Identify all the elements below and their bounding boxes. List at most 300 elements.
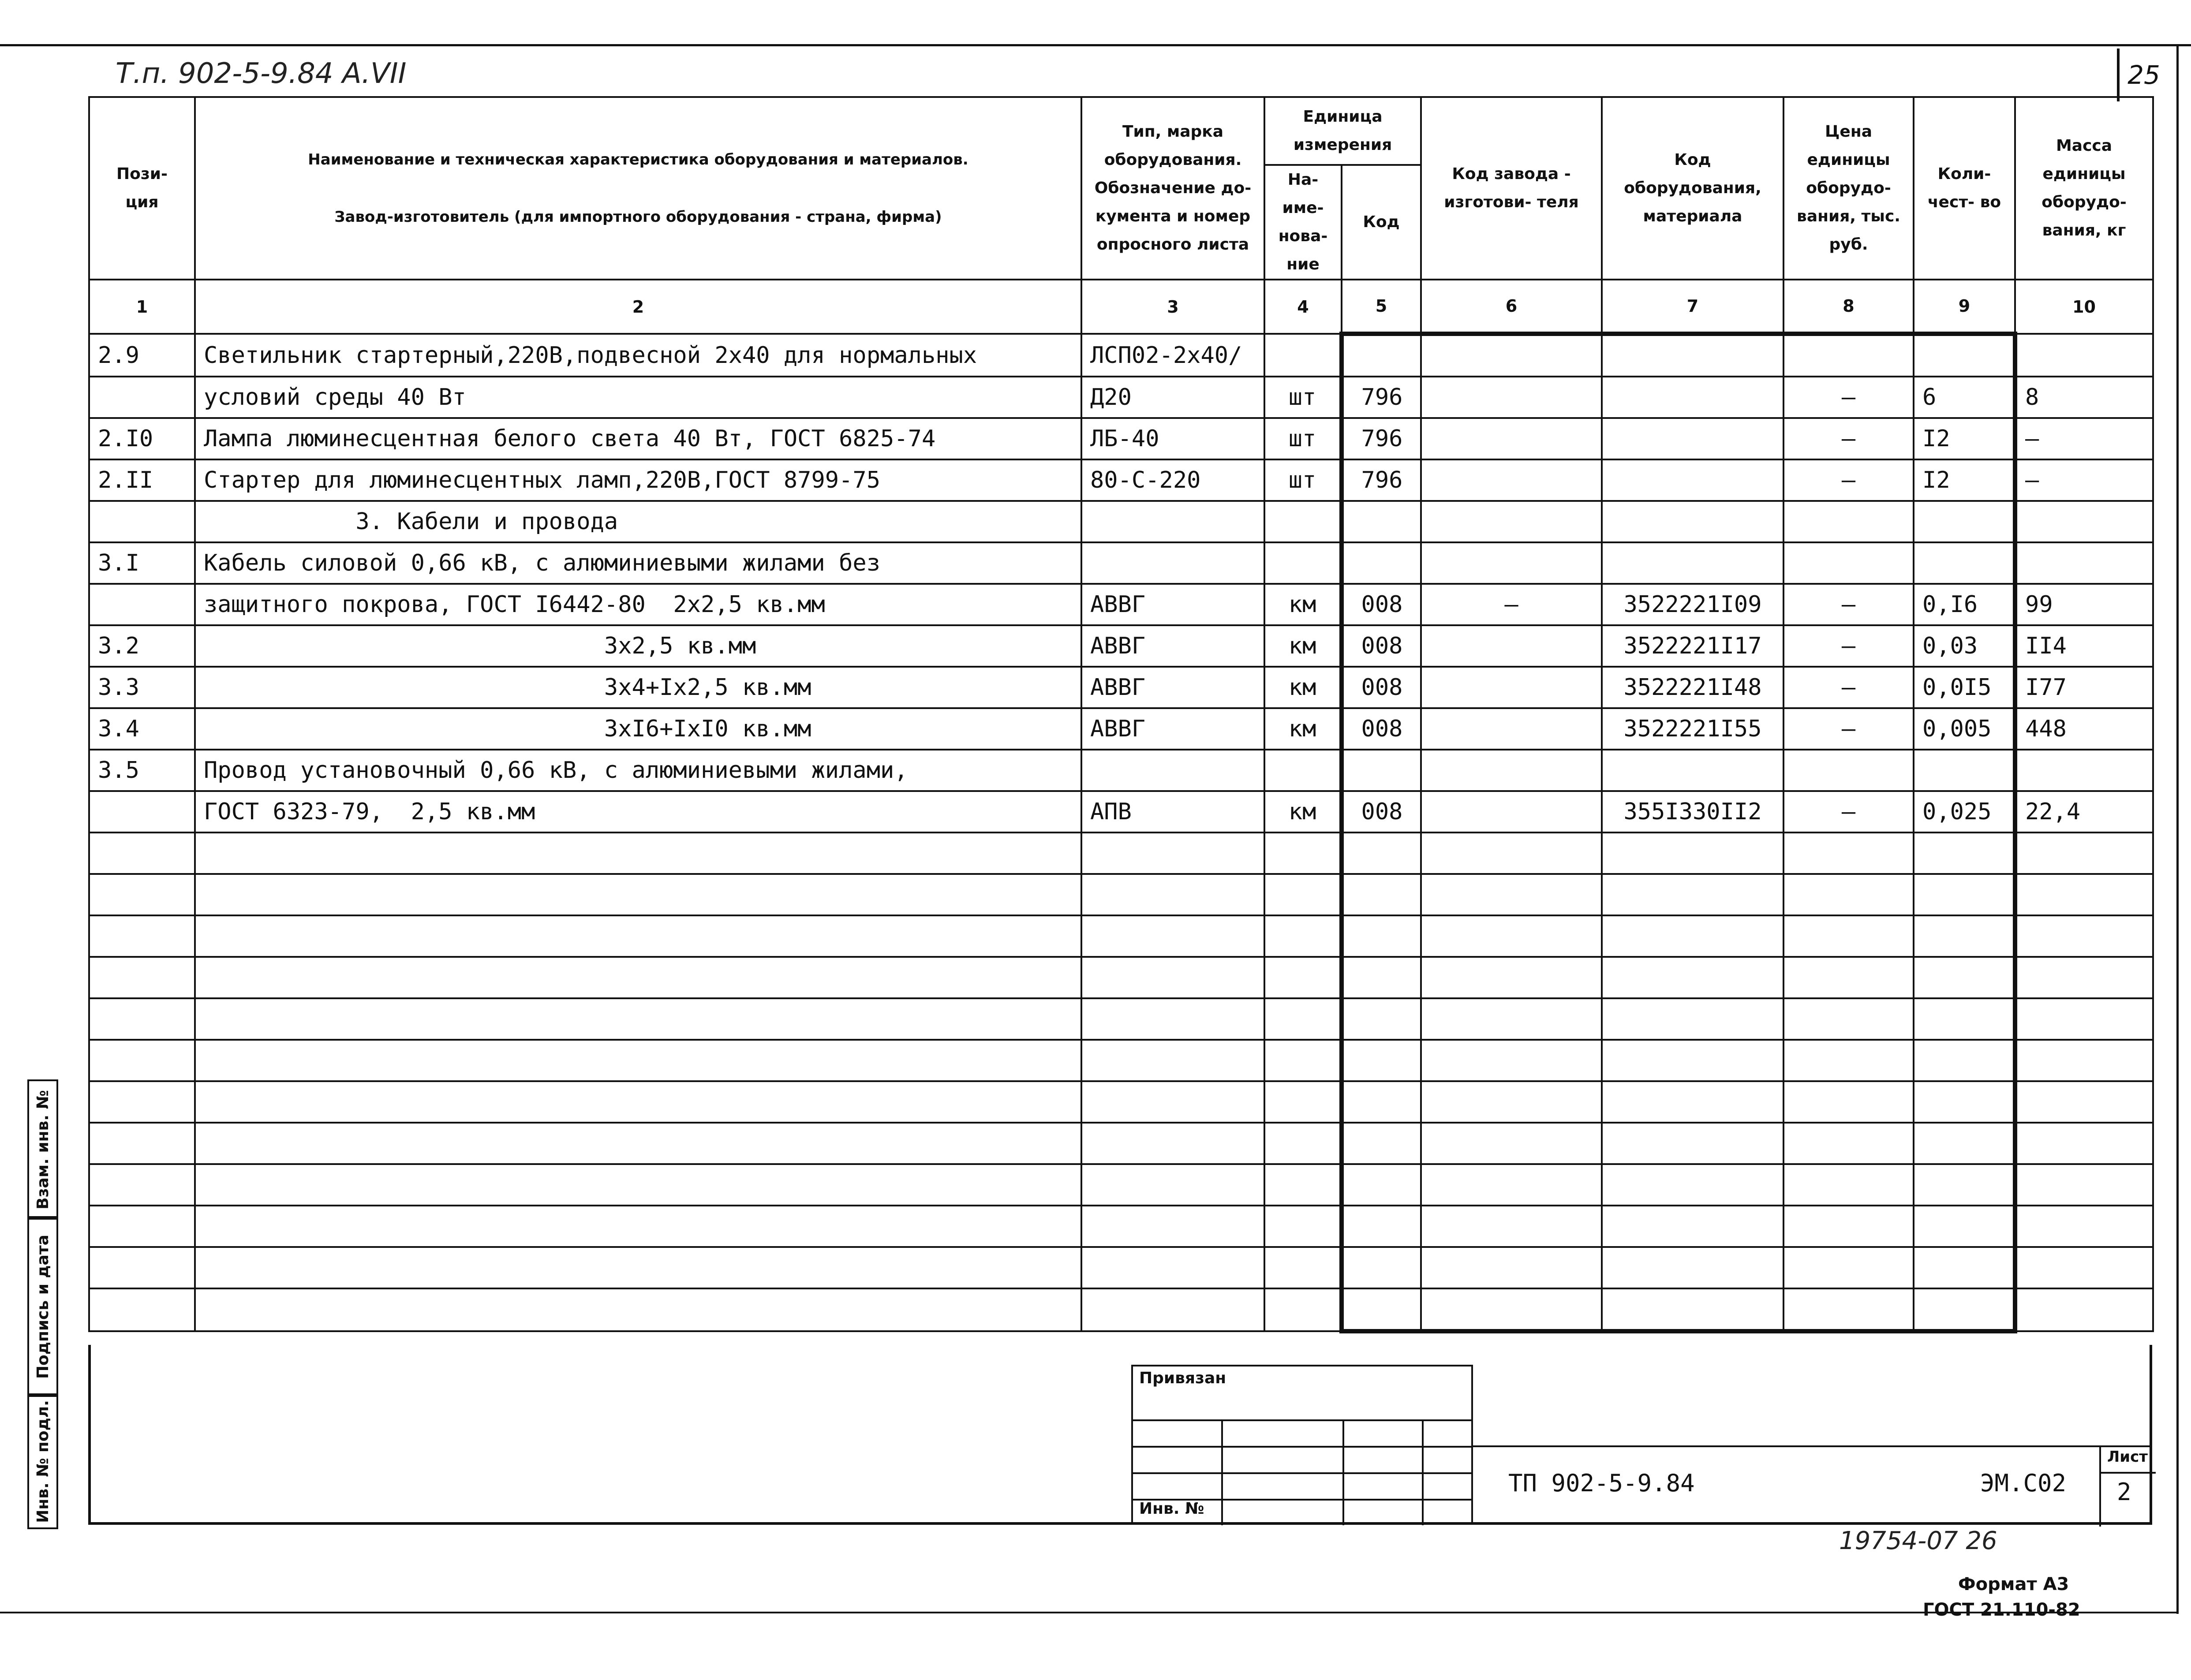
list-number: 2 [2117, 1478, 2131, 1506]
col-number: 4 [1264, 280, 1342, 334]
col-header-qty-text: Коли- чест- во [1927, 165, 2001, 211]
cell-equip-code [1602, 915, 1783, 957]
cell-unit [1264, 750, 1342, 791]
cell-mass: 8 [2015, 377, 2153, 418]
doc-code-block [1471, 1445, 2152, 1525]
cell-mass: – [2015, 418, 2153, 459]
empty-table-row [89, 957, 2153, 998]
sheet-number: 25 [2117, 49, 2168, 101]
col-header-unit-group-text: Единица измерения [1293, 108, 1392, 154]
table-row [89, 459, 2153, 501]
cell-unit-code [1342, 334, 1421, 377]
cell-price: – [1783, 791, 1914, 833]
cell-unit-code [1342, 833, 1421, 874]
cell-name: 3х2,5 кв.мм [195, 625, 1081, 667]
cell-unit [1264, 1164, 1342, 1206]
cell-equip-code [1602, 1247, 1783, 1288]
cell-qty [1914, 1040, 2015, 1081]
cell-plant-code: – [1421, 584, 1602, 625]
cell-unit: км [1264, 584, 1342, 625]
cell-position [89, 1040, 195, 1081]
cell-price [1783, 957, 1914, 998]
empty-table-row [89, 915, 2153, 957]
cell-mass [2015, 1123, 2153, 1164]
col-header-unit-code-text: Код [1363, 213, 1400, 231]
cell-type: ЛБ-40 [1081, 418, 1264, 459]
cell-unit-code [1342, 998, 1421, 1040]
cell-qty [1914, 542, 2015, 584]
cell-price [1783, 1288, 1914, 1331]
cell-mass [2015, 833, 2153, 874]
table-row [89, 708, 2153, 750]
cell-price: – [1783, 377, 1914, 418]
cell-unit-code [1342, 957, 1421, 998]
cell-type [1081, 998, 1264, 1040]
cell-unit [1264, 501, 1342, 542]
cell-equip-code [1602, 501, 1783, 542]
col-number: 5 [1342, 280, 1421, 334]
top-frame-line [0, 44, 2191, 46]
col-header-equip-code-text: Код оборудования, материала [1624, 151, 1761, 225]
cell-qty: 0,0I5 [1914, 667, 2015, 708]
cell-unit [1264, 998, 1342, 1040]
cell-mass [2015, 874, 2153, 915]
cell-plant-code [1421, 667, 1602, 708]
cell-equip-code [1602, 1288, 1783, 1331]
empty-table-row [89, 874, 2153, 915]
cell-type [1081, 1206, 1264, 1247]
cell-plant-code [1421, 459, 1602, 501]
cell-unit-code: 796 [1342, 418, 1421, 459]
right-frame-line [2176, 44, 2179, 1614]
cell-type: ЛСП02-2х40/ [1081, 334, 1264, 377]
cell-qty: 0,025 [1914, 791, 2015, 833]
cell-position [89, 584, 195, 625]
col-number: 9 [1914, 280, 2015, 334]
cell-unit: шт [1264, 377, 1342, 418]
cell-price [1783, 1123, 1914, 1164]
col-number: 1 [89, 280, 195, 334]
grid-line [1342, 1419, 1344, 1525]
cell-unit: шт [1264, 459, 1342, 501]
cell-unit-code [1342, 1040, 1421, 1081]
grid-line [2101, 1472, 2156, 1474]
cell-type [1081, 542, 1264, 584]
cell-name [195, 1164, 1081, 1206]
empty-table-row [89, 1206, 2153, 1247]
cell-price [1783, 1164, 1914, 1206]
cell-unit-code: 008 [1342, 584, 1421, 625]
cell-position: 2.I0 [89, 418, 195, 459]
cell-qty [1914, 750, 2015, 791]
cell-type: АВВГ [1081, 625, 1264, 667]
cell-plant-code [1421, 418, 1602, 459]
cell-unit [1264, 542, 1342, 584]
cell-qty [1914, 915, 2015, 957]
cell-position [89, 874, 195, 915]
cell-price [1783, 874, 1914, 915]
cell-position: 3.3 [89, 667, 195, 708]
cell-type: АВВГ [1081, 667, 1264, 708]
col-header-plant-code [1421, 97, 1602, 280]
cell-qty: 6 [1914, 377, 2015, 418]
cell-mass [2015, 1206, 2153, 1247]
list-label: Лист [2107, 1448, 2148, 1466]
col-number: 3 [1081, 280, 1264, 334]
doc-reference-handwritten: Т.п. 902-5-9.84 А.VII [116, 57, 407, 90]
cell-type [1081, 915, 1264, 957]
cell-unit-code [1342, 1206, 1421, 1247]
cell-position: 3.I [89, 542, 195, 584]
sheet-left-border-lower [88, 1345, 91, 1525]
cell-position: 3.5 [89, 750, 195, 791]
table-row [89, 584, 2153, 625]
cell-name: Лампа люминесцентная белого света 40 Вт, ГОСТ 6825-74 [195, 418, 1081, 459]
col-number: 8 [1783, 280, 1914, 334]
cell-plant-code [1421, 1288, 1602, 1331]
cell-unit-code: 796 [1342, 377, 1421, 418]
cell-qty [1914, 334, 2015, 377]
cell-qty [1914, 998, 2015, 1040]
cell-unit: км [1264, 625, 1342, 667]
privyazan-label: Привязан [1139, 1369, 1226, 1387]
cell-qty: I2 [1914, 459, 2015, 501]
cell-qty: 0,I6 [1914, 584, 2015, 625]
cell-unit: км [1264, 791, 1342, 833]
col-header-unit-name-text: На- име- нова- ние [1278, 171, 1328, 273]
cell-price: – [1783, 584, 1914, 625]
cell-equip-code [1602, 459, 1783, 501]
cell-price [1783, 915, 1914, 957]
cell-plant-code [1421, 1040, 1602, 1081]
cell-plant-code [1421, 874, 1602, 915]
cell-position [89, 833, 195, 874]
cell-price [1783, 542, 1914, 584]
cell-equip-code: 355I330II2 [1602, 791, 1783, 833]
cell-price [1783, 334, 1914, 377]
cell-type [1081, 1288, 1264, 1331]
table-row [89, 334, 2153, 377]
cell-unit [1264, 1123, 1342, 1164]
cell-unit [1264, 1247, 1342, 1288]
cell-mass [2015, 542, 2153, 584]
doc-mark: ЭМ.С02 [1980, 1469, 2067, 1497]
cell-name [195, 957, 1081, 998]
cell-type [1081, 1123, 1264, 1164]
cell-mass: 22,4 [2015, 791, 2153, 833]
cell-mass [2015, 957, 2153, 998]
cell-qty [1914, 1206, 2015, 1247]
cell-qty [1914, 833, 2015, 874]
cell-unit-code: 008 [1342, 667, 1421, 708]
format-label: Формат А3 [1958, 1574, 2069, 1594]
cell-position [89, 957, 195, 998]
cell-name [195, 915, 1081, 957]
cell-name: 3хI6+IхI0 кв.мм [195, 708, 1081, 750]
cell-type: 80-С-220 [1081, 459, 1264, 501]
col-header-mass [2015, 97, 2153, 280]
cell-unit [1264, 1288, 1342, 1331]
cell-unit-code [1342, 915, 1421, 957]
cell-name [195, 1123, 1081, 1164]
cell-position [89, 501, 195, 542]
cell-mass: 448 [2015, 708, 2153, 750]
table-row [89, 750, 2153, 791]
list-cell [2099, 1447, 2154, 1527]
cell-unit-code: 008 [1342, 708, 1421, 750]
col-header-qty [1914, 97, 2015, 280]
cell-qty [1914, 1247, 2015, 1288]
grid-line [1422, 1419, 1424, 1525]
cell-plant-code [1421, 377, 1602, 418]
cell-price [1783, 1040, 1914, 1081]
stamp-podpis-data-text: Подпись и дата [34, 1234, 52, 1379]
cell-mass [2015, 1081, 2153, 1123]
cell-name [195, 1040, 1081, 1081]
cell-position: 3.2 [89, 625, 195, 667]
table-row [89, 667, 2153, 708]
cell-position: 3.4 [89, 708, 195, 750]
cell-equip-code: 3522221I09 [1602, 584, 1783, 625]
col-header-price-text: Цена единицы оборудо- вания, тыс. руб. [1797, 123, 1900, 254]
cell-price: – [1783, 708, 1914, 750]
cell-unit: км [1264, 708, 1342, 750]
cell-name [195, 1206, 1081, 1247]
col-number: 10 [2015, 280, 2153, 334]
cell-price [1783, 833, 1914, 874]
column-numbers-row [89, 280, 2153, 334]
col-header-mass-text: Масса единицы оборудо- вания, кг [2041, 137, 2127, 239]
table-row [89, 377, 2153, 418]
cell-plant-code [1421, 915, 1602, 957]
cell-type [1081, 833, 1264, 874]
cell-name: ГОСТ 6323-79, 2,5 кв.мм [195, 791, 1081, 833]
col-header-unit-code [1342, 165, 1421, 280]
cell-unit [1264, 957, 1342, 998]
cell-position: 2.II [89, 459, 195, 501]
cell-plant-code [1421, 625, 1602, 667]
cell-name [195, 998, 1081, 1040]
col-header-equip-code [1602, 97, 1783, 280]
table-row [89, 542, 2153, 584]
cell-equip-code: 3522221I55 [1602, 708, 1783, 750]
specification-table [88, 96, 2154, 1333]
col-header-name-text: Наименование и техническая характеристика оборудования и материалов. Завод-изготовитель (для импортного оборудования - страна, фирма) [308, 151, 968, 226]
cell-unit [1264, 1081, 1342, 1123]
cell-unit-code [1342, 750, 1421, 791]
cell-price: – [1783, 667, 1914, 708]
empty-table-row [89, 1164, 2153, 1206]
cell-price: – [1783, 459, 1914, 501]
cell-unit [1264, 334, 1342, 377]
cell-unit-code [1342, 1164, 1421, 1206]
cell-equip-code [1602, 1040, 1783, 1081]
cell-unit-code [1342, 1081, 1421, 1123]
stamp-podpis-data [27, 1216, 58, 1397]
empty-table-row [89, 998, 2153, 1040]
empty-table-row [89, 1081, 2153, 1123]
empty-table-row [89, 1247, 2153, 1288]
cell-mass: I77 [2015, 667, 2153, 708]
cell-name: Светильник стартерный,220В,подвесной 2х40 для нормальных [195, 334, 1081, 377]
stamp-vzam-inv-text: Взам. инв. № [34, 1090, 52, 1210]
cell-unit-code: 008 [1342, 625, 1421, 667]
cell-name: 3х4+Iх2,5 кв.мм [195, 667, 1081, 708]
cell-plant-code [1421, 833, 1602, 874]
cell-type: АПВ [1081, 791, 1264, 833]
cell-price [1783, 1081, 1914, 1123]
cell-price [1783, 1247, 1914, 1288]
cell-unit-code [1342, 874, 1421, 915]
cell-equip-code [1602, 542, 1783, 584]
cell-type [1081, 1040, 1264, 1081]
cell-plant-code [1421, 1206, 1602, 1247]
col-header-unit-name [1264, 165, 1342, 280]
cell-equip-code [1602, 377, 1783, 418]
privyazan-block [1131, 1365, 1473, 1525]
cell-type [1081, 750, 1264, 791]
cell-type [1081, 1247, 1264, 1288]
table-body [89, 334, 2153, 1331]
cell-unit-code: 008 [1342, 791, 1421, 833]
cell-position [89, 1288, 195, 1331]
cell-mass [2015, 750, 2153, 791]
cell-type [1081, 957, 1264, 998]
cell-plant-code [1421, 708, 1602, 750]
stamp-vzam-inv [27, 1079, 58, 1220]
cell-plant-code [1421, 1081, 1602, 1123]
cell-qty [1914, 1081, 2015, 1123]
cell-unit-code: 796 [1342, 459, 1421, 501]
handwritten-number: 19754-07 26 [1839, 1527, 1997, 1555]
cell-unit [1264, 1040, 1342, 1081]
cell-equip-code: 3522221I17 [1602, 625, 1783, 667]
cell-mass [2015, 1040, 2153, 1081]
cell-qty: I2 [1914, 418, 2015, 459]
cell-type: АВВГ [1081, 584, 1264, 625]
cell-price [1783, 501, 1914, 542]
empty-table-row [89, 1123, 2153, 1164]
cell-plant-code [1421, 542, 1602, 584]
cell-unit-code [1342, 1123, 1421, 1164]
gost-label: ГОСТ 21.110-82 [1923, 1600, 2080, 1620]
cell-equip-code [1602, 833, 1783, 874]
cell-position [89, 1164, 195, 1206]
cell-equip-code [1602, 874, 1783, 915]
cell-equip-code: 3522221I48 [1602, 667, 1783, 708]
cell-unit-code [1342, 542, 1421, 584]
cell-qty [1914, 1123, 2015, 1164]
col-header-name [195, 97, 1081, 280]
cell-qty [1914, 1164, 2015, 1206]
col-header-unit-group [1264, 97, 1421, 165]
cell-type: Д20 [1081, 377, 1264, 418]
cell-position [89, 1123, 195, 1164]
table-row [89, 501, 2153, 542]
cell-unit: км [1264, 667, 1342, 708]
cell-name: защитного покрова, ГОСТ I6442-80 2х2,5 кв.мм [195, 584, 1081, 625]
cell-qty: 0,03 [1914, 625, 2015, 667]
cell-name: условий среды 40 Вт [195, 377, 1081, 418]
col-header-position [89, 97, 195, 280]
cell-position [89, 1206, 195, 1247]
cell-plant-code [1421, 1123, 1602, 1164]
empty-table-row [89, 1288, 2153, 1331]
cell-plant-code [1421, 791, 1602, 833]
cell-plant-code [1421, 334, 1602, 377]
col-number: 2 [195, 280, 1081, 334]
cell-equip-code [1602, 1081, 1783, 1123]
grid-line [1221, 1419, 1223, 1525]
empty-table-row [89, 1040, 2153, 1081]
cell-name: Стартер для люминесцентных ламп,220В,ГОСТ 8799-75 [195, 459, 1081, 501]
cell-plant-code [1421, 957, 1602, 998]
cell-position [89, 998, 195, 1040]
cell-unit-code [1342, 1288, 1421, 1331]
cell-qty [1914, 501, 2015, 542]
stamp-inv-podl [27, 1393, 58, 1529]
col-header-plant-code-text: Код завода - изготови- теля [1444, 165, 1579, 211]
cell-unit-code [1342, 1247, 1421, 1288]
inv-no-label: Инв. № [1139, 1500, 1204, 1518]
cell-mass [2015, 334, 2153, 377]
cell-type [1081, 1081, 1264, 1123]
table-row [89, 791, 2153, 833]
col-header-type-text: Тип, марка оборудования. Обозначение до- кумента и номер опросного листа [1094, 123, 1252, 254]
cell-plant-code [1421, 998, 1602, 1040]
col-number: 6 [1421, 280, 1602, 334]
cell-equip-code [1602, 418, 1783, 459]
cell-price [1783, 1206, 1914, 1247]
cell-plant-code [1421, 1247, 1602, 1288]
cell-equip-code [1602, 1206, 1783, 1247]
cell-plant-code [1421, 1164, 1602, 1206]
cell-name [195, 874, 1081, 915]
cell-position [89, 377, 195, 418]
cell-unit [1264, 833, 1342, 874]
cell-unit: шт [1264, 418, 1342, 459]
col-number: 7 [1602, 280, 1783, 334]
bottom-frame-line [0, 1612, 2179, 1613]
cell-plant-code [1421, 750, 1602, 791]
cell-unit-code [1342, 501, 1421, 542]
cell-position [89, 1247, 195, 1288]
cell-qty [1914, 957, 2015, 998]
cell-name: 3. Кабели и провода [195, 501, 1081, 542]
cell-equip-code [1602, 334, 1783, 377]
cell-position [89, 1081, 195, 1123]
cell-mass [2015, 1164, 2153, 1206]
col-header-price [1783, 97, 1914, 280]
doc-code: ТП 902-5-9.84 [1508, 1469, 1695, 1497]
cell-qty [1914, 1288, 2015, 1331]
cell-unit [1264, 874, 1342, 915]
cell-mass [2015, 915, 2153, 957]
cell-equip-code [1602, 1123, 1783, 1164]
cell-mass: 99 [2015, 584, 2153, 625]
cell-price: – [1783, 625, 1914, 667]
cell-type [1081, 874, 1264, 915]
cell-price [1783, 998, 1914, 1040]
cell-name: Кабель силовой 0,66 кВ, с алюминиевыми жилами без [195, 542, 1081, 584]
cell-mass [2015, 1288, 2153, 1331]
cell-equip-code [1602, 1164, 1783, 1206]
cell-equip-code [1602, 750, 1783, 791]
cell-name [195, 833, 1081, 874]
cell-mass: II4 [2015, 625, 2153, 667]
empty-table-row [89, 833, 2153, 874]
cell-type [1081, 501, 1264, 542]
